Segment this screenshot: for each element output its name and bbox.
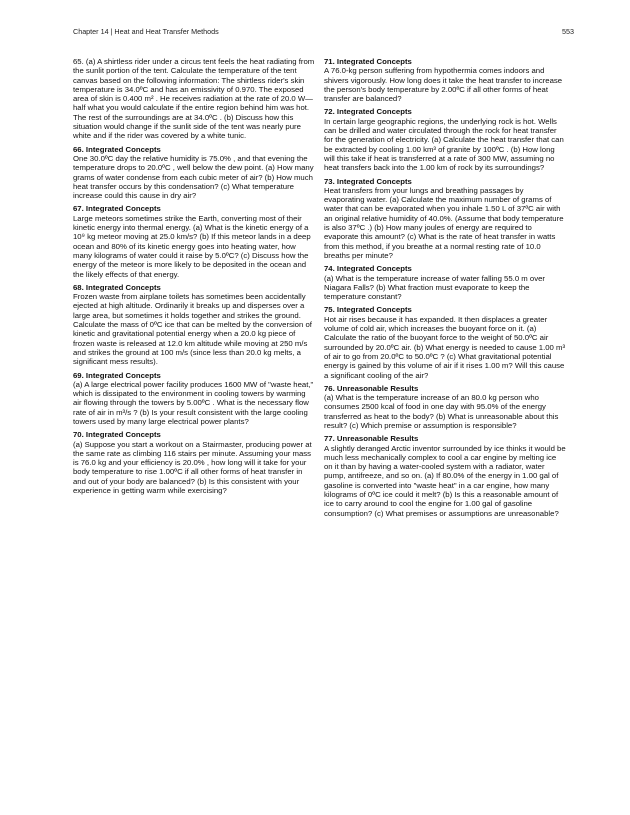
problem-71	[324, 57, 566, 103]
problem-76	[324, 384, 566, 430]
problem-text: A slightly deranged Arctic inventor surrounded by ice thinks it would be much less mechanically complex to cool a car engine by melting ice on it than by having a water-cooled system with a radiator, water pump, antifreeze, and so on. (a) If 80.0% of the energy in 1.00 gal of gasoline is converted into "waste heat" in a car engine, how many kilograms of 0ºC ice could it melt? (b) Is this a reasonable amount of ice to carry around to cool the engine for 1.00 gal of gasoline consumption? (c) What premises or assumptions are unreasonable?	[324, 443, 566, 518]
page-number: 553	[562, 27, 574, 36]
problem-heading: 66. Integrated Concepts	[73, 144, 161, 154]
problem-text: Large meteors sometimes strike the Earth, converting most of their kinetic energy into thermal energy. (a) What is the kinetic energy of a 10⁹ kg meteor moving at 25.0 km/s? (b) If this meteor lands in a deep ocean and 80% of its kinetic energy goes into heating water, how many kilograms of water could it raise by 5.0ºC? (c) Discuss how the energy of the meteor is more likely to be deposited in the ocean and the likely effects of that energy.	[73, 213, 311, 279]
problem-heading: 76. Unreasonable Results	[324, 383, 419, 393]
problem-text: One 30.0ºC day the relative humidity is 75.0% , and that evening the temperature drops to 20.0ºC , well below the dew point. (a) How many grams of water condense from each cubic meter of air? (b) How much heat transfer occurs by this condensation? (c) What temperature increase could this cause in dry air?	[73, 153, 314, 201]
problem-text: (a) Suppose you start a workout on a Stairmaster, producing power at the same rate as climbing 116 stairs per minute. Assuming your mass is 76.0 kg and your efficiency is 20.0% , how long will it take for your body temperature to rise 1.00ºC if all other forms of heat transfer in and out of your body are balanced? (b) Is this consistent with your experience in getting warm while exercising?	[73, 439, 312, 496]
problem-heading: 74. Integrated Concepts	[324, 264, 412, 274]
problem-text: In certain large geographic regions, the underlying rock is hot. Wells can be drilled and water circulated through the rock for heat transfer for the generation of electricity. (a) Calculate the heat transfer that can be extracted by cooling 1.00 km³ of granite by 100ºC . (b) How long will this take if heat is transferred at a rate of 300 MW, assuming no heat transfers back into the 1.00 km of rock by its surroundings?	[324, 116, 564, 173]
problem-heading: 75. Integrated Concepts	[324, 305, 412, 315]
problem-text: (a) What is the temperature increase of an 80.0 kg person who consumes 2500 kcal of food in one day with 95.0% of the energy transferred as heat to the body? (b) What is unreasonable about this result? (c) Which premise or assumption is responsible?	[324, 393, 559, 430]
problem-67	[73, 204, 315, 278]
problem-74	[324, 264, 566, 301]
left-column	[73, 57, 315, 499]
problem-text: (a) A large electrical power facility produces 1600 MW of "waste heat," which is dissipated to the environment in cooling towers by warming air flowing through the towers by 5.00ºC . What is the necessary flow rate of air in m³/s ? (b) Is your result consistent with the large cooling towers used by many large electrical power plants?	[73, 379, 314, 426]
problem-text: A 76.0-kg person suffering from hypothermia comes indoors and shivers vigorously. How long does it take the heat transfer to increase the person's body temperature by 2.00ºC if all other forms of heat transfer are balanced?	[324, 66, 563, 104]
problem-75	[324, 305, 566, 379]
problem-73	[324, 177, 566, 261]
problem-text: 65. (a) A shirtless rider under a circus tent feels the heat radiating from the sunlit portion of the tent. Calculate the temperature of the tent canvas based on the following information: The shirtless rider's skin temperature is 34.0ºC and has an emissivity of 0.970. The exposed area of skin is 0.400 m² . He receives radiation at the rate of 20.0 W—half what you would calculate if the entire region behind him was hot. The rest of the surroundings are at 34.0ºC . (b) Discuss how this situation would change if the sunlit side of the tent was nearly pure white and if the rider was covered by a white tunic.	[73, 57, 315, 141]
problem-text: Hot air rises because it has expanded. It then displaces a greater volume of cold air, which increases the buoyant force on it. (a) Calculate the ratio of the buoyant force to the weight of 50.0ºC air surrounded by 20.0ºC air. (b) What energy is needed to cause 1.00 m³ of air to go from 20.0ºC to 50.0ºC ? (c) What gravitational potential energy is gained by this volume of air if it rises 1.00 m? Will this cause a significant cooling of the air?	[324, 314, 566, 380]
problem-72	[324, 107, 566, 172]
problem-heading: 73. Integrated Concepts	[324, 176, 412, 186]
right-column	[324, 57, 566, 522]
problem-text: Heat transfers from your lungs and breathing passages by evaporating water. (a) Calculate the maximum number of grams of water that can be evaporated when you inhale 1.50 L of 37ºC air with an original relative humidity of 40.0%. (Assume that body temperature is also 37ºC .) (b) How many joules of energy are required to evaporate this amount? (c) What is the rate of heat transfer in watts from this method, if you breathe at a normal resting rate of 10.0 breaths per minute?	[324, 185, 564, 260]
problem-heading: 71. Integrated Concepts	[324, 57, 412, 66]
page-header	[73, 27, 574, 39]
problem-heading: 67. Integrated Concepts	[73, 204, 161, 214]
problem-heading: 68. Integrated Concepts	[73, 282, 161, 292]
problem-heading: 72. Integrated Concepts	[324, 107, 412, 117]
problem-69	[73, 371, 315, 427]
problem-77	[324, 434, 566, 518]
problem-66	[73, 145, 315, 201]
problem-heading: 69. Integrated Concepts	[73, 370, 161, 380]
problem-65	[73, 57, 315, 141]
problem-text: (a) What is the temperature increase of water falling 55.0 m over Niagara Falls? (b) What fraction must evaporate to keep the temperature constant?	[324, 273, 545, 302]
problem-68	[73, 283, 315, 367]
problem-heading: 70. Integrated Concepts	[73, 430, 161, 440]
problem-heading: 77. Unreasonable Results	[324, 434, 419, 444]
problem-text: Frozen waste from airplane toilets has sometimes been accidentally ejected at high altitude. Ordinarily it breaks up and disperses over a large area, but sometimes it holds together and strikes the ground. Calculate the mass of 0ºC ice that can be melted by the conversion of kinetic and gravitational potential energy when a 20.0 kg piece of frozen waste is released at 12.0 km altitude while moving at 250 m/s and strikes the ground at 100 m/s (since less than 20.0 kg melts, a significant mess results).	[73, 292, 312, 367]
chapter-title: Chapter 14 | Heat and Heat Transfer Methods	[73, 27, 219, 36]
problem-70	[73, 430, 315, 495]
